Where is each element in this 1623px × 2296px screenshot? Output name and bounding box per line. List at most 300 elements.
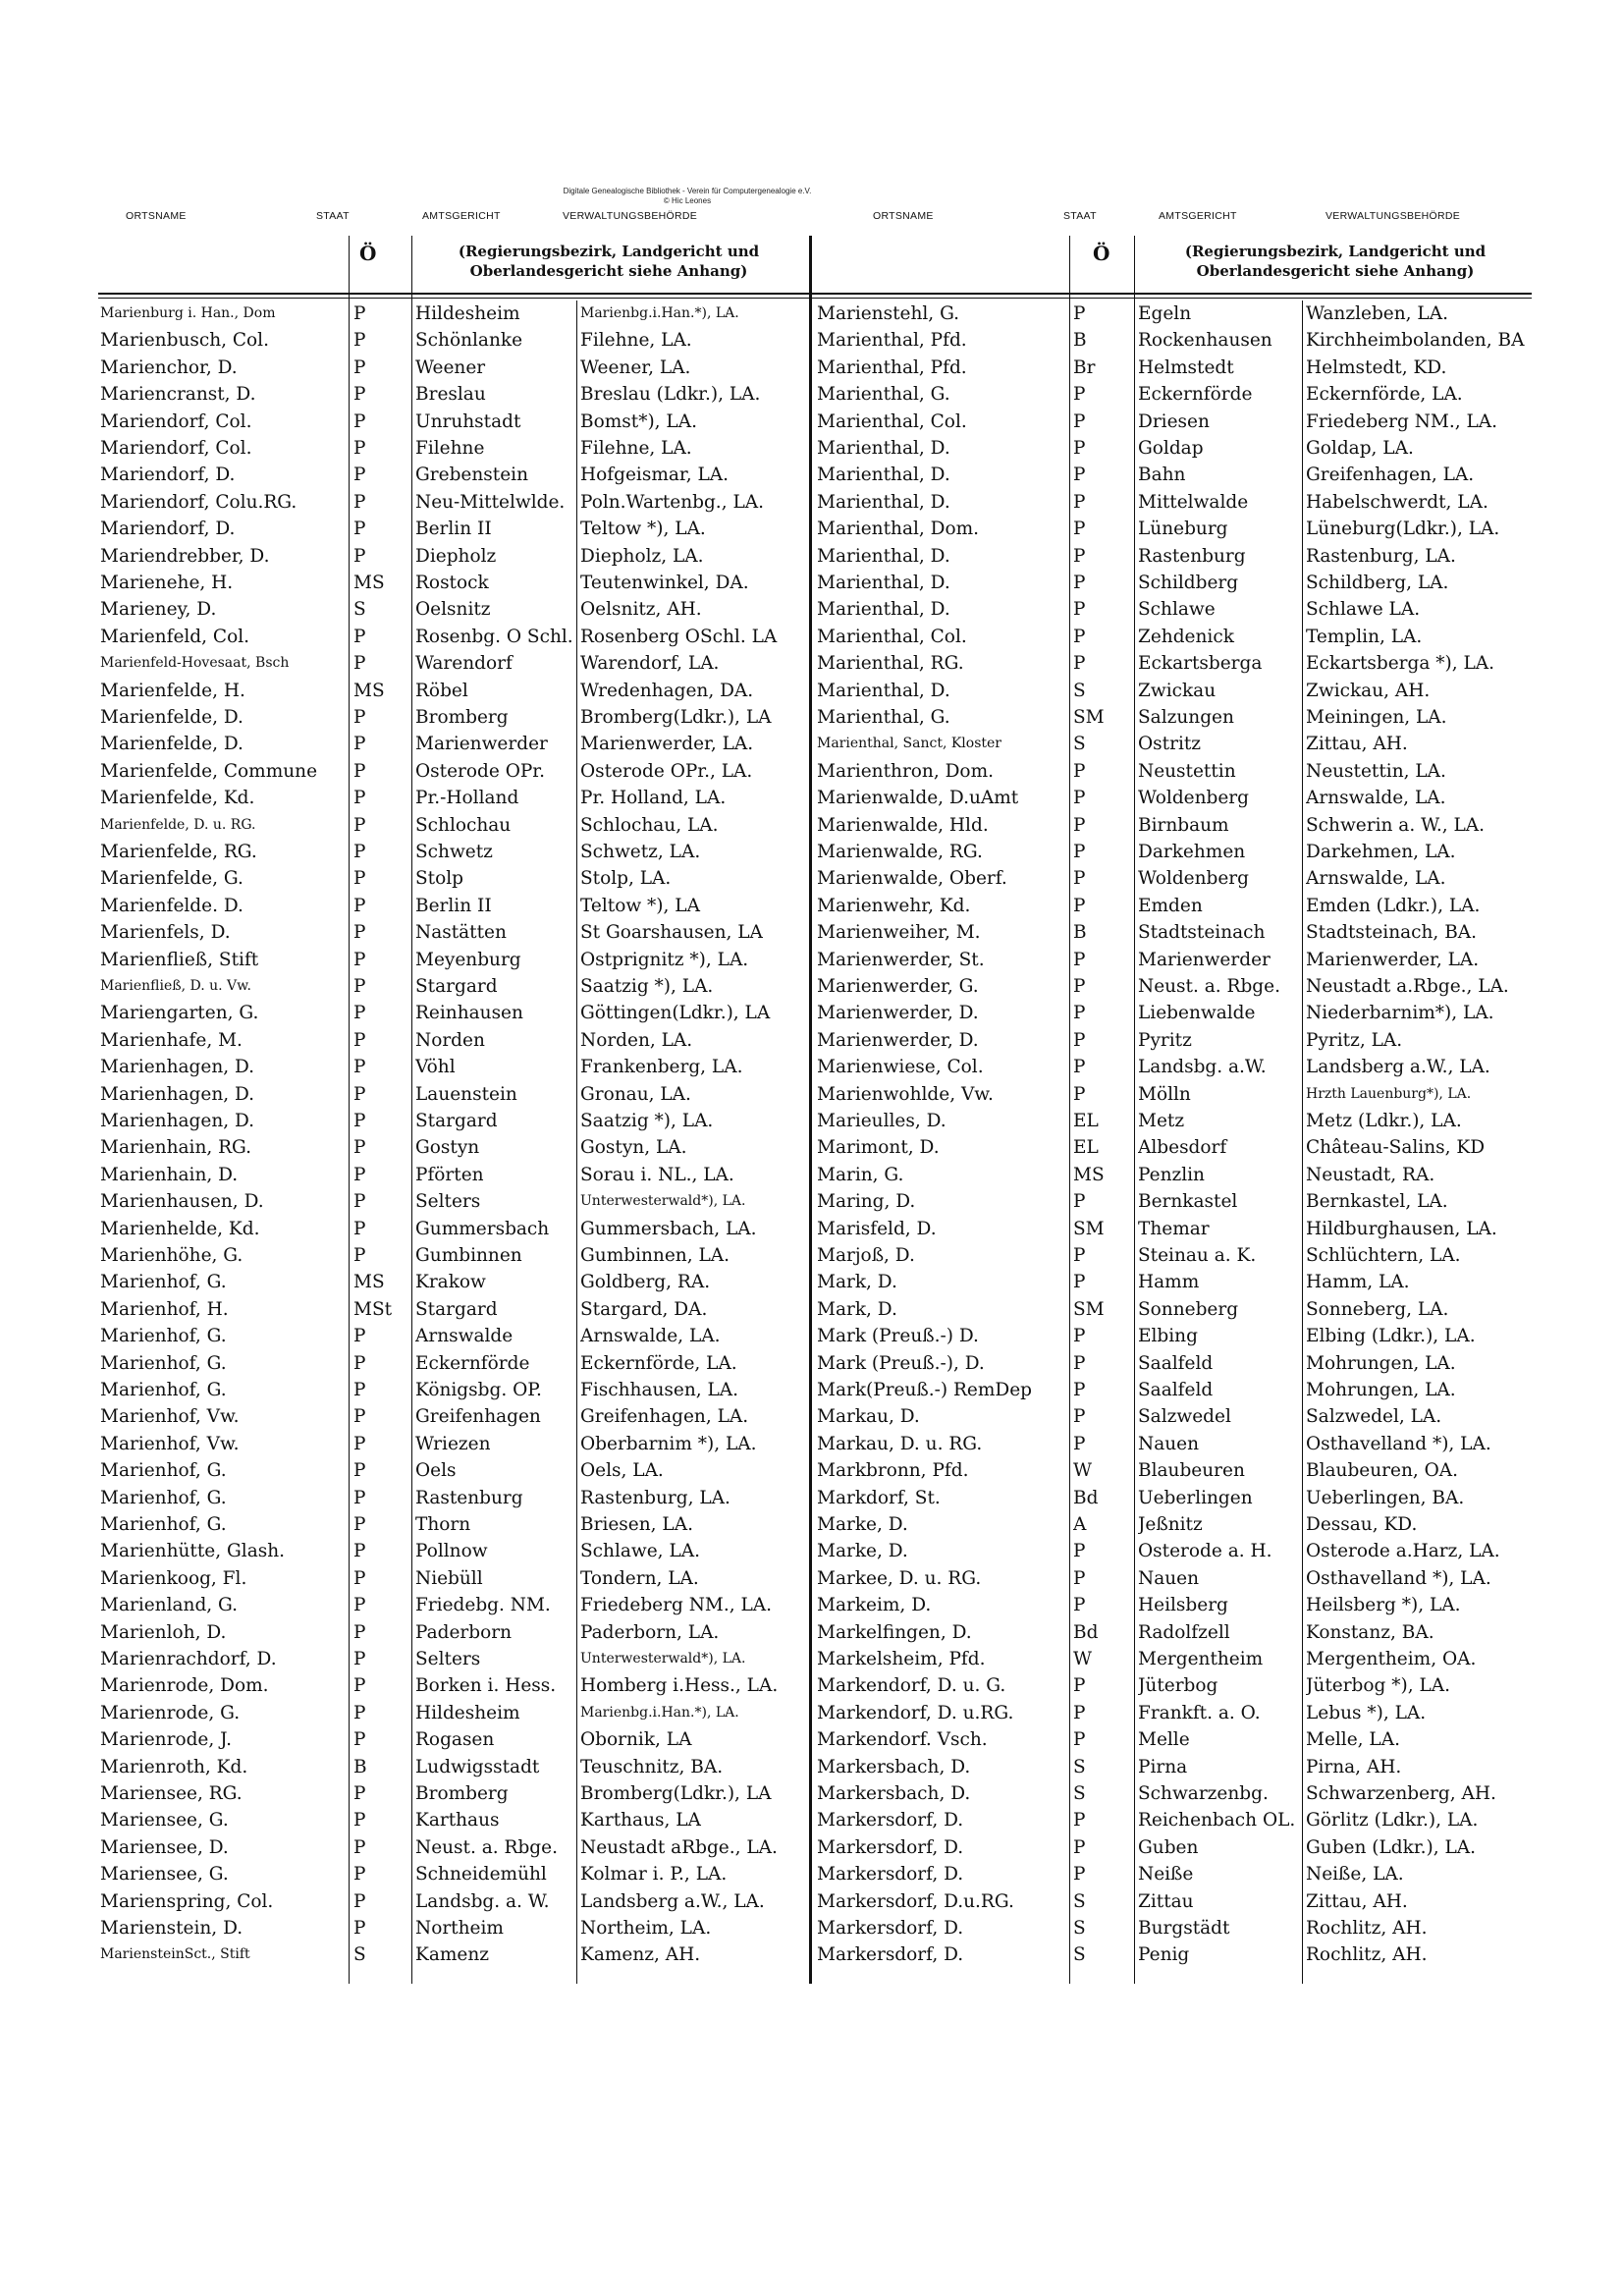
cell-verwaltung: Pr. Holland, LA.	[580, 788, 727, 809]
cell-amtsgericht: Jüterbog	[1138, 1675, 1218, 1697]
cell-staat: P	[353, 760, 366, 782]
cell-verwaltung: Goldberg, RA.	[580, 1272, 711, 1293]
cell-ortsname: Mark (Preuß.-) D.	[817, 1326, 979, 1347]
cell-verwaltung: Oels, LA.	[580, 1460, 664, 1482]
cell-verwaltung: Wredenhagen, DA.	[580, 680, 754, 701]
cell-ortsname: Marin, G.	[817, 1164, 904, 1185]
cell-verwaltung: Görlitz (Ldkr.), LA.	[1306, 1810, 1479, 1831]
cell-ortsname: Marienfelde, D.	[100, 734, 243, 755]
cell-verwaltung: Arnswalde, LA.	[580, 1326, 721, 1347]
cell-ortsname: Marienrode, G.	[100, 1702, 241, 1723]
cell-staat: P	[353, 491, 366, 513]
header-rule-thin	[98, 298, 1532, 299]
cell-ortsname: Marienthal, Pfd.	[817, 356, 967, 378]
cell-staat: P	[353, 1218, 366, 1239]
cell-ortsname: Marienhof, G.	[100, 1352, 227, 1374]
cell-amtsgericht: Penig	[1138, 1944, 1190, 1966]
cell-amtsgericht: Elbing	[1138, 1326, 1198, 1347]
header-ortsname-left: ORTSNAME	[126, 210, 187, 222]
cell-amtsgericht: Bromberg	[415, 1783, 509, 1804]
cell-verwaltung: Rochlitz, AH.	[1306, 1944, 1428, 1966]
cell-verwaltung: Unterwesterwald*), LA.	[580, 1193, 746, 1210]
cell-verwaltung: Niederbarnim*), LA.	[1306, 1003, 1494, 1024]
cell-staat: P	[1073, 1836, 1086, 1858]
cell-amtsgericht: Ostritz	[1138, 734, 1202, 755]
cell-amtsgericht: Bahn	[1138, 465, 1186, 486]
cell-verwaltung: Goldap, LA.	[1306, 438, 1414, 459]
cell-amtsgericht: Norden	[415, 1029, 485, 1051]
subheader-note-line2-left: Oberlandesgericht siehe Anhang)	[469, 262, 748, 280]
cell-staat: P	[353, 1836, 366, 1858]
cell-staat: P	[1073, 1595, 1086, 1616]
cell-verwaltung: Neustadt a.Rbge., LA.	[1306, 976, 1509, 997]
cell-verwaltung: Konstanz, BA.	[1306, 1621, 1434, 1643]
cell-ortsname: Markersdorf, D.u.RG.	[817, 1890, 1014, 1912]
cell-staat: S	[1073, 680, 1086, 701]
cell-ortsname: Markersdorf, D.	[817, 1918, 964, 1939]
cell-amtsgericht: Goldap	[1138, 438, 1204, 459]
cell-amtsgericht: Schneidemühl	[415, 1864, 547, 1886]
cell-verwaltung: Heilsberg *), LA.	[1306, 1595, 1461, 1616]
header-ortsname-right: ORTSNAME	[873, 210, 934, 222]
cell-amtsgericht: Stargard	[415, 1298, 498, 1320]
cell-verwaltung: Marienwerder, LA.	[580, 734, 754, 755]
cell-verwaltung: Zittau, AH.	[1306, 1890, 1408, 1912]
cell-ortsname: Mariengarten, G.	[100, 1003, 259, 1024]
cell-verwaltung: Schlüchtern, LA.	[1306, 1245, 1461, 1266]
cell-staat: P	[353, 1675, 366, 1697]
cell-staat: P	[353, 1003, 366, 1024]
cell-verwaltung: Schwetz, LA.	[580, 842, 701, 862]
cell-ortsname: Marieney, D.	[100, 599, 217, 621]
cell-verwaltung: Hofgeismar, LA.	[580, 465, 729, 486]
cell-verwaltung: Kolmar i. P., LA.	[580, 1864, 728, 1886]
cell-ortsname: Mark, D.	[817, 1272, 897, 1293]
cell-ortsname: Marienwerder, D.	[817, 1003, 979, 1024]
cell-verwaltung: Teuschnitz, BA.	[580, 1756, 724, 1777]
cell-ortsname: Marienweiher, M.	[817, 922, 981, 944]
cell-amtsgericht: Zehdenick	[1138, 626, 1234, 647]
cell-amtsgericht: Vöhl	[415, 1057, 456, 1078]
cell-amtsgericht: Schwarzenbg.	[1138, 1783, 1269, 1804]
cell-ortsname: Marienhain, RG.	[100, 1137, 252, 1159]
cell-staat: P	[1073, 1702, 1086, 1723]
cell-staat: P	[1073, 788, 1086, 809]
subheader-note-line1-left: (Regierungsbezirk, Landgericht und	[458, 243, 760, 260]
cell-verwaltung: Rastenburg, LA.	[1306, 545, 1456, 567]
cell-staat: P	[353, 1864, 366, 1886]
cell-staat: P	[353, 922, 366, 944]
divider	[1134, 236, 1135, 1984]
cell-verwaltung: Darkehmen, LA.	[1306, 842, 1456, 862]
cell-staat: P	[1073, 760, 1086, 782]
cell-ortsname: Marienhof, H.	[100, 1298, 229, 1320]
cell-ortsname: Marienwalde, Hld.	[817, 814, 989, 836]
cell-ortsname: Mark (Preuß.-), D.	[817, 1352, 985, 1374]
cell-verwaltung: Château-Salins, KD	[1306, 1137, 1486, 1159]
cell-verwaltung: Warendorf, LA.	[580, 653, 720, 675]
cell-staat: P	[353, 1487, 366, 1508]
cell-verwaltung: Eckartsberga *), LA.	[1306, 653, 1495, 675]
cell-amtsgericht: Berlin II	[415, 895, 492, 916]
cell-verwaltung: Kirchheimbolanden, BA	[1306, 330, 1525, 352]
staat-symbol-right: Ö	[1093, 242, 1110, 265]
cell-verwaltung: Stadtsteinach, BA.	[1306, 922, 1478, 944]
cell-amtsgericht: Reichenbach OL.	[1138, 1810, 1296, 1831]
cell-ortsname: Marienrode, J.	[100, 1729, 232, 1751]
cell-amtsgericht: Landsbg. a.W.	[1138, 1057, 1267, 1078]
header-staat-right: STAAT	[1063, 210, 1097, 222]
library-credit: Digitale Genealogische Bibliothek - Verein für Computergenealogie e.V.	[563, 187, 812, 195]
cell-staat: P	[353, 410, 366, 432]
cell-amtsgericht: Steinau a. K.	[1138, 1245, 1257, 1266]
cell-amtsgericht: Röbel	[415, 680, 468, 701]
cell-verwaltung: Schlochau, LA.	[580, 814, 719, 836]
cell-amtsgericht: Schlawe	[1138, 599, 1216, 621]
cell-staat: P	[353, 519, 366, 540]
cell-verwaltung: Bromberg(Ldkr.), LA	[580, 1783, 772, 1804]
divider	[349, 236, 350, 1984]
cell-verwaltung: Bernkastel, LA.	[1306, 1191, 1448, 1213]
cell-amtsgericht: Krakow	[415, 1272, 486, 1293]
cell-ortsname: Markelsheim, Pfd.	[817, 1649, 986, 1669]
cell-staat: P	[353, 1057, 366, 1078]
divider	[1302, 301, 1303, 1984]
cell-amtsgericht: Radolfzell	[1138, 1621, 1230, 1643]
cell-ortsname: Marienhausen, D.	[100, 1191, 264, 1213]
cell-verwaltung: Frankenberg, LA.	[580, 1057, 743, 1078]
cell-verwaltung: Greifenhagen, LA.	[580, 1406, 749, 1428]
cell-amtsgericht: Jeßnitz	[1138, 1514, 1203, 1535]
header-verwaltung-left: VERWALTUNGSBEHÖRDE	[563, 210, 698, 222]
divider	[411, 236, 412, 1984]
cell-verwaltung: Metz (Ldkr.), LA.	[1306, 1111, 1462, 1131]
cell-ortsname: Marienwerder, D.	[817, 1029, 979, 1051]
cell-staat: P	[1073, 868, 1086, 890]
cell-verwaltung: Osterode OPr., LA.	[580, 760, 753, 782]
cell-verwaltung: Stargard, DA.	[580, 1298, 708, 1320]
cell-verwaltung: Jüterbog *), LA.	[1306, 1675, 1451, 1697]
cell-staat: MS	[1073, 1164, 1105, 1185]
cell-verwaltung: Hildburghausen, LA.	[1306, 1218, 1497, 1239]
cell-amtsgericht: Stadtsteinach	[1138, 922, 1266, 944]
cell-amtsgericht: Breslau	[415, 384, 486, 406]
cell-amtsgericht: Oelsnitz	[415, 599, 491, 621]
cell-amtsgericht: Pr.-Holland	[415, 788, 519, 809]
cell-staat: S	[353, 599, 366, 621]
cell-staat: Br	[1073, 356, 1096, 378]
cell-amtsgericht: Filehne	[415, 438, 485, 459]
cell-amtsgericht: Selters	[415, 1191, 481, 1213]
cell-ortsname: Marienthal, Col.	[817, 626, 967, 647]
cell-verwaltung: Zwickau, AH.	[1306, 680, 1431, 701]
cell-verwaltung: Tondern, LA.	[580, 1567, 699, 1589]
cell-staat: EL	[1073, 1111, 1099, 1131]
cell-amtsgericht: Schwetz	[415, 842, 493, 862]
cell-verwaltung: Arnswalde, LA.	[1306, 868, 1446, 890]
cell-staat: P	[353, 1702, 366, 1723]
cell-ortsname: Markendorf, D. u. G.	[817, 1675, 1006, 1697]
cell-ortsname: Marienwohlde, Vw.	[817, 1083, 994, 1105]
cell-verwaltung: Teutenwinkel, DA.	[580, 573, 749, 593]
cell-staat: P	[353, 1918, 366, 1939]
cell-ortsname: Mariensee, G.	[100, 1810, 229, 1831]
cell-ortsname: Markdorf, St.	[817, 1487, 941, 1508]
cell-staat: P	[1073, 384, 1086, 406]
cell-staat: MSt	[353, 1298, 393, 1320]
cell-staat: P	[1073, 653, 1086, 675]
cell-amtsgericht: Rogasen	[415, 1729, 495, 1751]
cell-verwaltung: Göttingen(Ldkr.), LA	[580, 1003, 771, 1024]
cell-ortsname: Marienhafe, M.	[100, 1029, 243, 1051]
cell-verwaltung: Poln.Wartenbg., LA.	[580, 491, 764, 513]
cell-ortsname: Marienfelde, G.	[100, 868, 243, 890]
cell-staat: S	[1073, 1918, 1086, 1939]
cell-staat: MS	[353, 573, 385, 593]
cell-amtsgericht: Egeln	[1138, 303, 1192, 324]
cell-staat: P	[1073, 599, 1086, 621]
cell-staat: P	[353, 1649, 366, 1669]
cell-amtsgericht: Penzlin	[1138, 1164, 1205, 1185]
cell-verwaltung: Northeim, LA.	[580, 1918, 712, 1939]
cell-amtsgericht: Pirna	[1138, 1756, 1188, 1777]
cell-amtsgericht: Hamm	[1138, 1272, 1200, 1293]
cell-amtsgericht: Kamenz	[415, 1944, 490, 1966]
cell-amtsgericht: Rastenburg	[1138, 545, 1246, 567]
cell-amtsgericht: Pyritz	[1138, 1029, 1192, 1051]
cell-amtsgericht: Königsbg. OP.	[415, 1380, 542, 1400]
cell-staat: Bd	[1073, 1487, 1099, 1508]
cell-amtsgericht: Rosenbg. O Schl.	[415, 626, 573, 647]
cell-amtsgericht: Marienwerder	[1138, 949, 1271, 970]
cell-ortsname: Marienwehr, Kd.	[817, 895, 971, 916]
cell-amtsgericht: Birnbaum	[1138, 814, 1229, 836]
cell-verwaltung: Osthavelland *), LA.	[1306, 1433, 1491, 1454]
cell-staat: P	[353, 1406, 366, 1428]
cell-amtsgericht: Bromberg	[415, 707, 509, 728]
cell-amtsgericht: Grebenstein	[415, 465, 528, 486]
cell-staat: SM	[1073, 707, 1105, 728]
cell-ortsname: Marienhof, G.	[100, 1514, 227, 1535]
cell-staat: P	[353, 734, 366, 755]
cell-staat: P	[353, 1191, 366, 1213]
cell-staat: P	[1073, 1864, 1086, 1886]
cell-verwaltung: Mohrungen, LA.	[1306, 1352, 1456, 1374]
cell-staat: Bd	[1073, 1621, 1099, 1643]
cell-ortsname: Marke, D.	[817, 1541, 908, 1562]
cell-ortsname: Marienfels, D.	[100, 922, 231, 944]
cell-verwaltung: Zittau, AH.	[1306, 734, 1408, 755]
cell-staat: P	[353, 1245, 366, 1266]
cell-ortsname: Marienstein, D.	[100, 1918, 243, 1939]
cell-amtsgericht: Metz	[1138, 1111, 1185, 1131]
cell-verwaltung: Marienbg.i.Han.*), LA.	[580, 305, 739, 321]
cell-amtsgericht: Pförten	[415, 1164, 484, 1185]
cell-amtsgericht: Landsbg. a. W.	[415, 1890, 550, 1912]
cell-verwaltung: Templin, LA.	[1306, 626, 1423, 647]
cell-staat: P	[353, 1729, 366, 1751]
cell-amtsgericht: Rockenhausen	[1138, 330, 1272, 352]
header-amtsgericht-left: AMTSGERICHT	[422, 210, 501, 222]
cell-verwaltung: Greifenhagen, LA.	[1306, 465, 1475, 486]
cell-ortsname: Marienhof, G.	[100, 1272, 227, 1293]
cell-ortsname: Marienhof, G.	[100, 1326, 227, 1347]
cell-ortsname: Marienhof, Vw.	[100, 1406, 240, 1428]
cell-staat: SM	[1073, 1218, 1105, 1239]
cell-staat: P	[1073, 1380, 1086, 1400]
cell-ortsname: MariensteinSct., Stift	[100, 1946, 250, 1963]
cell-amtsgericht: Oels	[415, 1460, 457, 1482]
cell-ortsname: Marke, D.	[817, 1514, 908, 1535]
cell-ortsname: Marienrode, Dom.	[100, 1675, 269, 1697]
cell-staat: P	[1073, 1729, 1086, 1751]
cell-ortsname: Mariensee, G.	[100, 1864, 229, 1886]
cell-amtsgericht: Osterode OPr.	[415, 760, 546, 782]
cell-staat: P	[1073, 1029, 1086, 1051]
cell-staat: P	[353, 1460, 366, 1482]
cell-ortsname: Marjoß, D.	[817, 1245, 915, 1266]
cell-staat: P	[1073, 949, 1086, 970]
cell-verwaltung: Melle, LA.	[1306, 1729, 1400, 1751]
cell-amtsgericht: Selters	[415, 1649, 481, 1669]
cell-amtsgericht: Eckernförde	[1138, 384, 1253, 406]
cell-ortsname: Marienthal, Pfd.	[817, 330, 967, 352]
cell-verwaltung: Rosenberg OSchl. LA	[580, 626, 778, 647]
copyright-credit: © Hic Leones	[663, 196, 712, 205]
cell-verwaltung: Ueberlingen, BA.	[1306, 1487, 1465, 1508]
cell-staat: P	[1073, 1406, 1086, 1428]
cell-verwaltung: Pirna, AH.	[1306, 1756, 1402, 1777]
cell-amtsgericht: Mittelwalde	[1138, 491, 1249, 513]
cell-verwaltung: Diepholz, LA.	[580, 545, 704, 567]
cell-staat: P	[1073, 519, 1086, 540]
cell-verwaltung: Friedeberg NM., LA.	[1306, 410, 1497, 432]
cell-verwaltung: Sorau i. NL., LA.	[580, 1164, 734, 1185]
cell-staat: W	[1073, 1460, 1093, 1482]
cell-ortsname: Marienhof, Vw.	[100, 1433, 240, 1454]
cell-staat: P	[1073, 545, 1086, 567]
cell-staat: P	[353, 438, 366, 459]
cell-staat: P	[353, 1541, 366, 1562]
cell-staat: P	[1073, 1433, 1086, 1454]
cell-verwaltung: Osterode a.Harz, LA.	[1306, 1541, 1500, 1562]
cell-staat: P	[353, 895, 366, 916]
cell-staat: P	[353, 1783, 366, 1804]
cell-staat: P	[353, 1433, 366, 1454]
cell-staat: S	[1073, 734, 1086, 755]
cell-verwaltung: Norden, LA.	[580, 1029, 693, 1051]
cell-verwaltung: Meiningen, LA.	[1306, 707, 1447, 728]
cell-amtsgericht: Nauen	[1138, 1433, 1199, 1454]
cell-amtsgericht: Rostock	[415, 573, 489, 593]
cell-ortsname: Marienfelde. D.	[100, 895, 243, 916]
cell-ortsname: Marienhagen, D.	[100, 1057, 255, 1078]
cell-staat: P	[353, 545, 366, 567]
cell-verwaltung: Oberbarnim *), LA.	[580, 1433, 757, 1454]
header-amtsgericht-right: AMTSGERICHT	[1159, 210, 1237, 222]
cell-verwaltung: Osthavelland *), LA.	[1306, 1567, 1491, 1589]
cell-ortsname: Marienwalde, RG.	[817, 842, 983, 862]
cell-amtsgericht: Rastenburg	[415, 1487, 523, 1508]
header-rule	[98, 293, 1532, 295]
cell-verwaltung: Breslau (Ldkr.), LA.	[580, 384, 761, 406]
cell-amtsgericht: Nauen	[1138, 1567, 1199, 1589]
cell-staat: A	[1073, 1514, 1087, 1535]
cell-amtsgericht: Saalfeld	[1138, 1352, 1214, 1374]
cell-ortsname: Marienwerder, G.	[817, 976, 979, 997]
cell-verwaltung: Eckernförde, LA.	[1306, 384, 1463, 406]
cell-verwaltung: Saatzig *), LA.	[580, 976, 714, 997]
cell-verwaltung: Blaubeuren, OA.	[1306, 1460, 1459, 1482]
cell-verwaltung: Neustadt, RA.	[1306, 1164, 1435, 1185]
cell-staat: P	[1073, 1191, 1086, 1213]
header-verwaltung-right: VERWALTUNGSBEHÖRDE	[1325, 210, 1461, 222]
cell-verwaltung: Saatzig *), LA.	[580, 1111, 714, 1131]
divider	[809, 236, 812, 1984]
cell-staat: P	[353, 1380, 366, 1400]
cell-staat: S	[1073, 1944, 1086, 1966]
cell-amtsgericht: Pollnow	[415, 1541, 488, 1562]
cell-ortsname: Marienrachdorf, D.	[100, 1649, 277, 1669]
cell-ortsname: Marienthal, D.	[817, 438, 950, 459]
cell-amtsgericht: Bernkastel	[1138, 1191, 1238, 1213]
cell-ortsname: Marienfließ, D. u. Vw.	[100, 978, 251, 994]
cell-ortsname: Mariendorf, Colu.RG.	[100, 491, 298, 513]
cell-ortsname: Markendorf, D. u.RG.	[817, 1702, 1014, 1723]
cell-staat: P	[1073, 1567, 1086, 1589]
cell-staat: B	[1073, 922, 1087, 944]
cell-amtsgericht: Eckartsberga	[1138, 653, 1263, 675]
cell-ortsname: Marienwerder, St.	[817, 949, 985, 970]
cell-verwaltung: Stolp, LA.	[580, 868, 672, 890]
cell-staat: P	[1073, 573, 1086, 593]
cell-ortsname: Marienthal, D.	[817, 680, 950, 701]
cell-staat: P	[1073, 1003, 1086, 1024]
cell-verwaltung: Schlawe LA.	[1306, 599, 1421, 621]
cell-staat: S	[1073, 1756, 1086, 1777]
cell-staat: P	[1073, 842, 1086, 862]
cell-ortsname: Marienhof, G.	[100, 1460, 227, 1482]
cell-amtsgericht: Karthaus	[415, 1810, 500, 1831]
cell-staat: P	[1073, 410, 1086, 432]
cell-amtsgericht: Ueberlingen	[1138, 1487, 1253, 1508]
cell-amtsgericht: Niebüll	[415, 1567, 483, 1589]
cell-staat: P	[353, 1164, 366, 1185]
cell-amtsgericht: Hildesheim	[415, 303, 520, 324]
cell-staat: P	[1073, 1272, 1086, 1293]
cell-ortsname: Mark, D.	[817, 1298, 897, 1320]
cell-staat: S	[353, 1944, 366, 1966]
cell-verwaltung: Bomst*), LA.	[580, 410, 697, 432]
cell-ortsname: Marienfelde, RG.	[100, 842, 257, 862]
cell-ortsname: Markersbach, D.	[817, 1783, 971, 1804]
cell-staat: P	[353, 1810, 366, 1831]
cell-ortsname: Marienthal, D.	[817, 491, 950, 513]
cell-staat: P	[353, 1326, 366, 1347]
divider	[1069, 236, 1070, 1984]
subheader-note-line1-right: (Regierungsbezirk, Landgericht und	[1184, 243, 1487, 260]
cell-verwaltung: Weener, LA.	[580, 356, 691, 378]
cell-verwaltung: Paderborn, LA.	[580, 1621, 720, 1643]
cell-amtsgericht: Unruhstadt	[415, 410, 521, 432]
cell-ortsname: Markersdorf, D.	[817, 1944, 964, 1966]
cell-verwaltung: Gostyn, LA.	[580, 1137, 687, 1159]
cell-ortsname: Marienthal, Dom.	[817, 519, 980, 540]
cell-ortsname: Marienspring, Col.	[100, 1890, 274, 1912]
cell-verwaltung: Eckernförde, LA.	[580, 1352, 737, 1374]
cell-staat: P	[1073, 1675, 1086, 1697]
cell-ortsname: Marienthal, RG.	[817, 653, 964, 675]
